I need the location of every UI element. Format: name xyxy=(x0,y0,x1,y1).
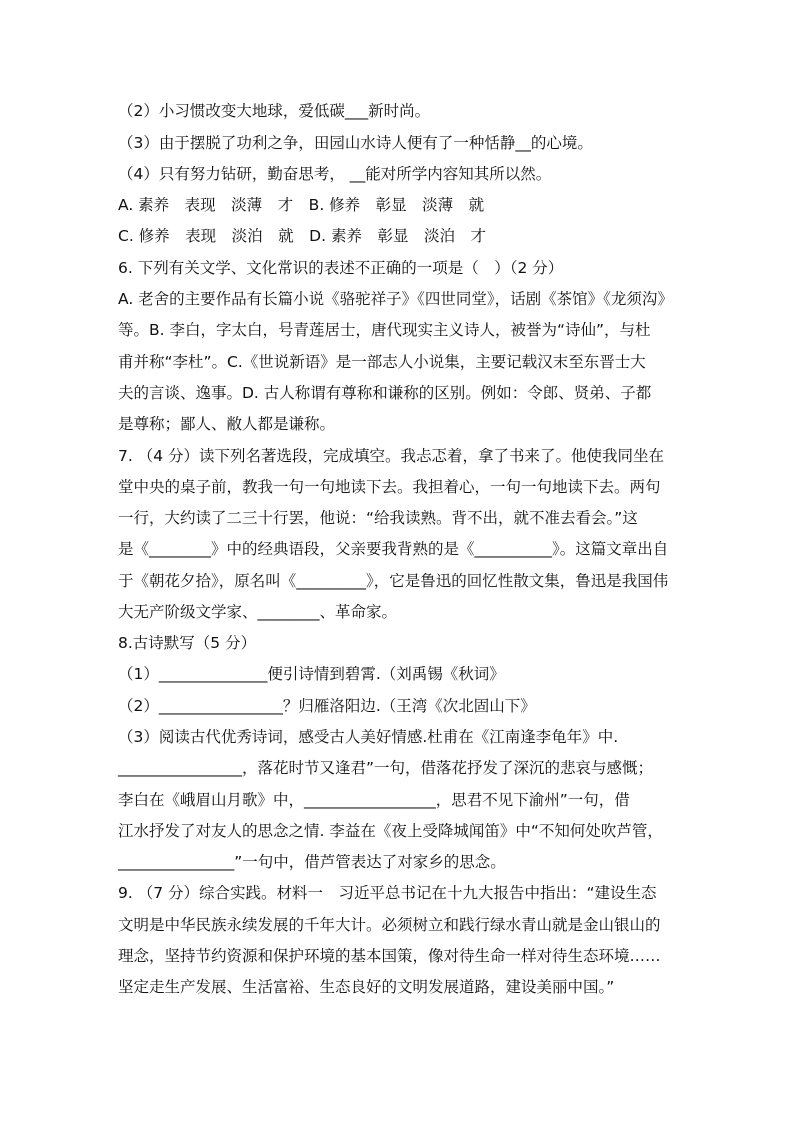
question-9-text-line: 理念，坚持节约资源和保护环境的基本国策，像对待生命一样对待生态环境…… xyxy=(118,947,661,965)
question-6-stem: 6. 下列有关文学、文化常识的表述不正确的一项是（ ）（2 分） xyxy=(118,259,564,277)
question-8-stem: 8.古诗默写（5 分） xyxy=(118,634,257,652)
question-8-text-line: _______________”一句中，借芦管表达了对家乡的思念。 xyxy=(118,853,506,871)
question-5-item-3: （3）由于摆脱了功利之争，田园山水诗人便有了一种恬静__的心境。 xyxy=(118,134,593,152)
question-7-text-line: 大无产阶级文学家、________、革命家。 xyxy=(118,603,398,621)
question-8-item-1: （1）______________便引诗情到碧霄.（刘禹锡《秋词》 xyxy=(118,665,505,683)
question-6-text-line: 等。B. 李白，字太白，号青莲居士，唐代现实主义诗人，被誉为“诗仙”，与杜 xyxy=(118,321,651,339)
question-8-text-line: ________________，落花时节又逢君”一句，借落花抒发了深沉的悲哀与感慨； xyxy=(118,759,654,777)
option-c-d: C. 修养 表现 淡泊 就 D. 素养 彰显 淡泊 才 xyxy=(118,227,486,245)
question-5-item-2: （2）小习惯改变大地球，爱低碳___新时尚。 xyxy=(118,102,431,120)
question-8-text-line: 江水抒发了对友人的思念之情. 李益在《夜上受降城闻笛》中“不知何处吹芦管， xyxy=(118,822,663,840)
question-6-text-line: 甫并称“李杜”。C.《世说新语》是一部志人小说集，主要记载汉末至东晋士大 xyxy=(118,353,646,371)
question-7-text-line: 堂中央的桌子前，教我一句一句地读下去。我担着心，一句一句地读下去。两句 xyxy=(118,478,661,496)
question-8-item-3: （3）阅读古代优秀诗词，感受古人美好情感.杜甫在《江南逢李龟年》中. xyxy=(118,728,619,746)
question-8-text-line: 李白在《峨眉山月歌》中，_________________，思君不见下渝州”一句，借 xyxy=(118,791,630,809)
question-9-text-line: 文明是中华民族永续发展的千年大计。必须树立和践行绿水青山就是金山银山的 xyxy=(118,916,661,934)
question-9-text-line: 9. （7 分）综合实践。材料一 习近平总书记在十九大报告中指出：“建设生态 xyxy=(118,884,657,902)
option-a-b: A. 素养 表现 淡薄 才 B. 修养 彰显 淡薄 就 xyxy=(118,196,485,214)
question-7-text-line: 于《朝花夕拾》，原名叫《_________》，它是鲁迅的回忆性散文集，鲁迅是我国伟 xyxy=(118,572,669,590)
question-8-item-2: （2）________________？归雁洛阳边.（王湾《次北固山下》 xyxy=(118,697,536,715)
question-7-text-line: 一行，大约读了二三十行罢，他说：“给我读熟。背不出，就不准去看会。”这 xyxy=(118,509,638,527)
question-7-text-line: 是《________》中的经典语段，父亲要我背熟的是《__________》。这篇文章出自 xyxy=(118,540,669,558)
question-7-text-line: 7. （4 分）读下列名著选段，完成填空。我忐忑着，拿了书来了。他使我同坐在 xyxy=(118,447,665,465)
question-6-text-line: A. 老舍的主要作品有长篇小说《骆驼祥子》《四世同堂》，话剧《茶馆》《龙须沟》 xyxy=(118,290,673,308)
question-6-text-line: 夫的言谈、逸事。D. 古人称谓有尊称和谦称的区别。例如：令郎、贤弟、子都 xyxy=(118,384,652,402)
question-6-text-line: 是尊称；鄙人、敝人都是谦称。 xyxy=(118,415,336,433)
question-9-text-line: 坚定走生产发展、生活富裕、生态良好的文明发展道路，建设美丽中国。” xyxy=(118,978,615,996)
question-5-item-4: （4）只有努力钻研，勤奋思考， __能对所学内容知其所以然。 xyxy=(118,165,552,183)
